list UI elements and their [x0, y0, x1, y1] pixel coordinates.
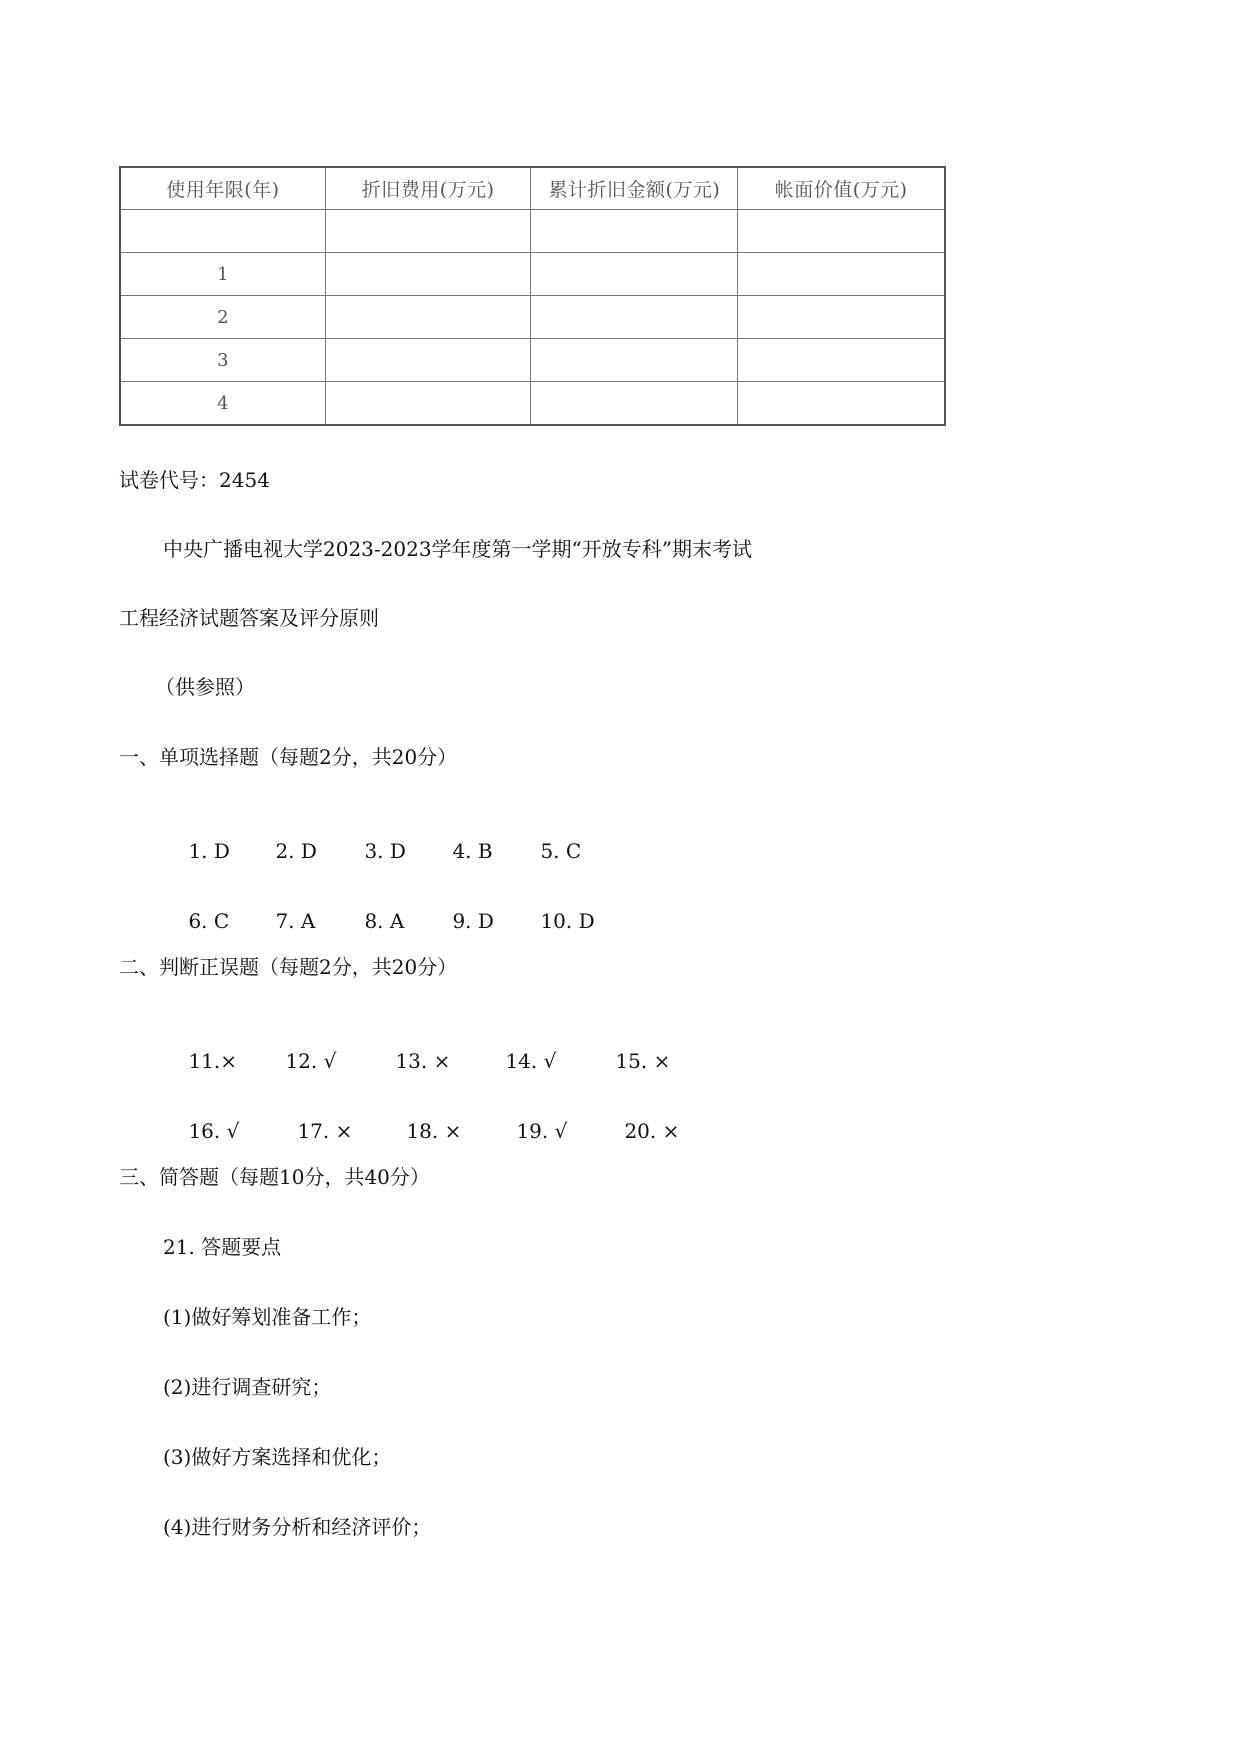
table-header-cell: 帐面价值(万元)	[738, 167, 945, 210]
answer-item: 8. A	[364, 909, 405, 933]
section3-heading: 三、简答题（每题10分，共40分）	[119, 1165, 430, 1189]
table-cell	[738, 253, 945, 296]
answer-item: 3. D	[364, 839, 406, 863]
table-header-cell: 折旧费用(万元)	[325, 167, 531, 210]
answer-item: 10. D	[540, 909, 595, 933]
table-cell: 2	[120, 296, 325, 339]
table-cell	[531, 210, 738, 253]
table-cell	[531, 339, 738, 382]
depreciation-table	[119, 166, 946, 426]
table-header-cell: 累计折旧金额(万元)	[531, 167, 738, 210]
answer-item: 19. √	[516, 1119, 568, 1143]
answer-point: (1)做好筹划准备工作；	[163, 1305, 372, 1329]
table-cell	[738, 296, 945, 339]
answer-item: 1. D	[188, 839, 230, 863]
table-cell	[120, 210, 325, 253]
answer-item: 2. D	[275, 839, 317, 863]
answer-item: 20. ×	[624, 1119, 680, 1143]
answer-item: 4. B	[452, 839, 493, 863]
table-row	[120, 253, 945, 296]
table-cell: 1	[120, 253, 325, 296]
answer-item: 14. √	[505, 1049, 557, 1073]
answer-point: (3)做好方案选择和优化；	[163, 1445, 392, 1469]
exam-title: 中央广播电视大学2023-2023学年度第一学期“开放专科”期末考试	[163, 537, 753, 561]
answer-item: 7. A	[275, 909, 316, 933]
answer-point: (2)进行调查研究；	[163, 1375, 332, 1399]
doc-title: 工程经济试题答案及评分原则	[119, 606, 379, 630]
reference-note: （供参照）	[155, 675, 255, 699]
answer-item: 17. ×	[297, 1119, 353, 1143]
table-cell: 3	[120, 339, 325, 382]
section2-heading: 二、判断正误题（每题2分，共20分）	[119, 955, 458, 979]
table-cell	[325, 253, 531, 296]
answer-point: (4)进行财务分析和经济评价；	[163, 1515, 432, 1539]
answer-item: 6. C	[188, 909, 230, 933]
table-row	[120, 210, 945, 253]
question-21-title: 21. 答题要点	[163, 1235, 282, 1259]
table-cell	[531, 296, 738, 339]
table-cell	[738, 339, 945, 382]
answer-item: 15. ×	[615, 1049, 671, 1073]
answer-item: 9. D	[452, 909, 494, 933]
table-cell	[325, 296, 531, 339]
table-cell	[325, 382, 531, 426]
table-cell	[325, 339, 531, 382]
table-row	[120, 339, 945, 382]
table-cell	[738, 382, 945, 426]
table-cell	[531, 253, 738, 296]
section2-answers-row2	[163, 1095, 679, 1167]
table-row	[120, 296, 945, 339]
table-header-cell: 使用年限(年)	[120, 167, 325, 210]
table-cell	[325, 210, 531, 253]
section1-answers-row1	[163, 815, 581, 887]
answer-item: 18. ×	[406, 1119, 462, 1143]
answer-item: 13. ×	[395, 1049, 451, 1073]
answer-item: 12. √	[285, 1049, 337, 1073]
table-header-row	[120, 167, 945, 210]
table-cell: 4	[120, 382, 325, 426]
table-cell	[738, 210, 945, 253]
table-cell	[531, 382, 738, 426]
section1-answers-row2	[163, 885, 595, 957]
section1-heading: 一、单项选择题（每题2分，共20分）	[119, 745, 458, 769]
answer-item: 5. C	[540, 839, 582, 863]
table-row	[120, 382, 945, 426]
answer-item: 11.×	[188, 1049, 238, 1073]
answer-item: 16. √	[188, 1119, 240, 1143]
section2-answers-row1	[163, 1025, 670, 1097]
exam-code: 试卷代号：2454	[119, 468, 270, 492]
